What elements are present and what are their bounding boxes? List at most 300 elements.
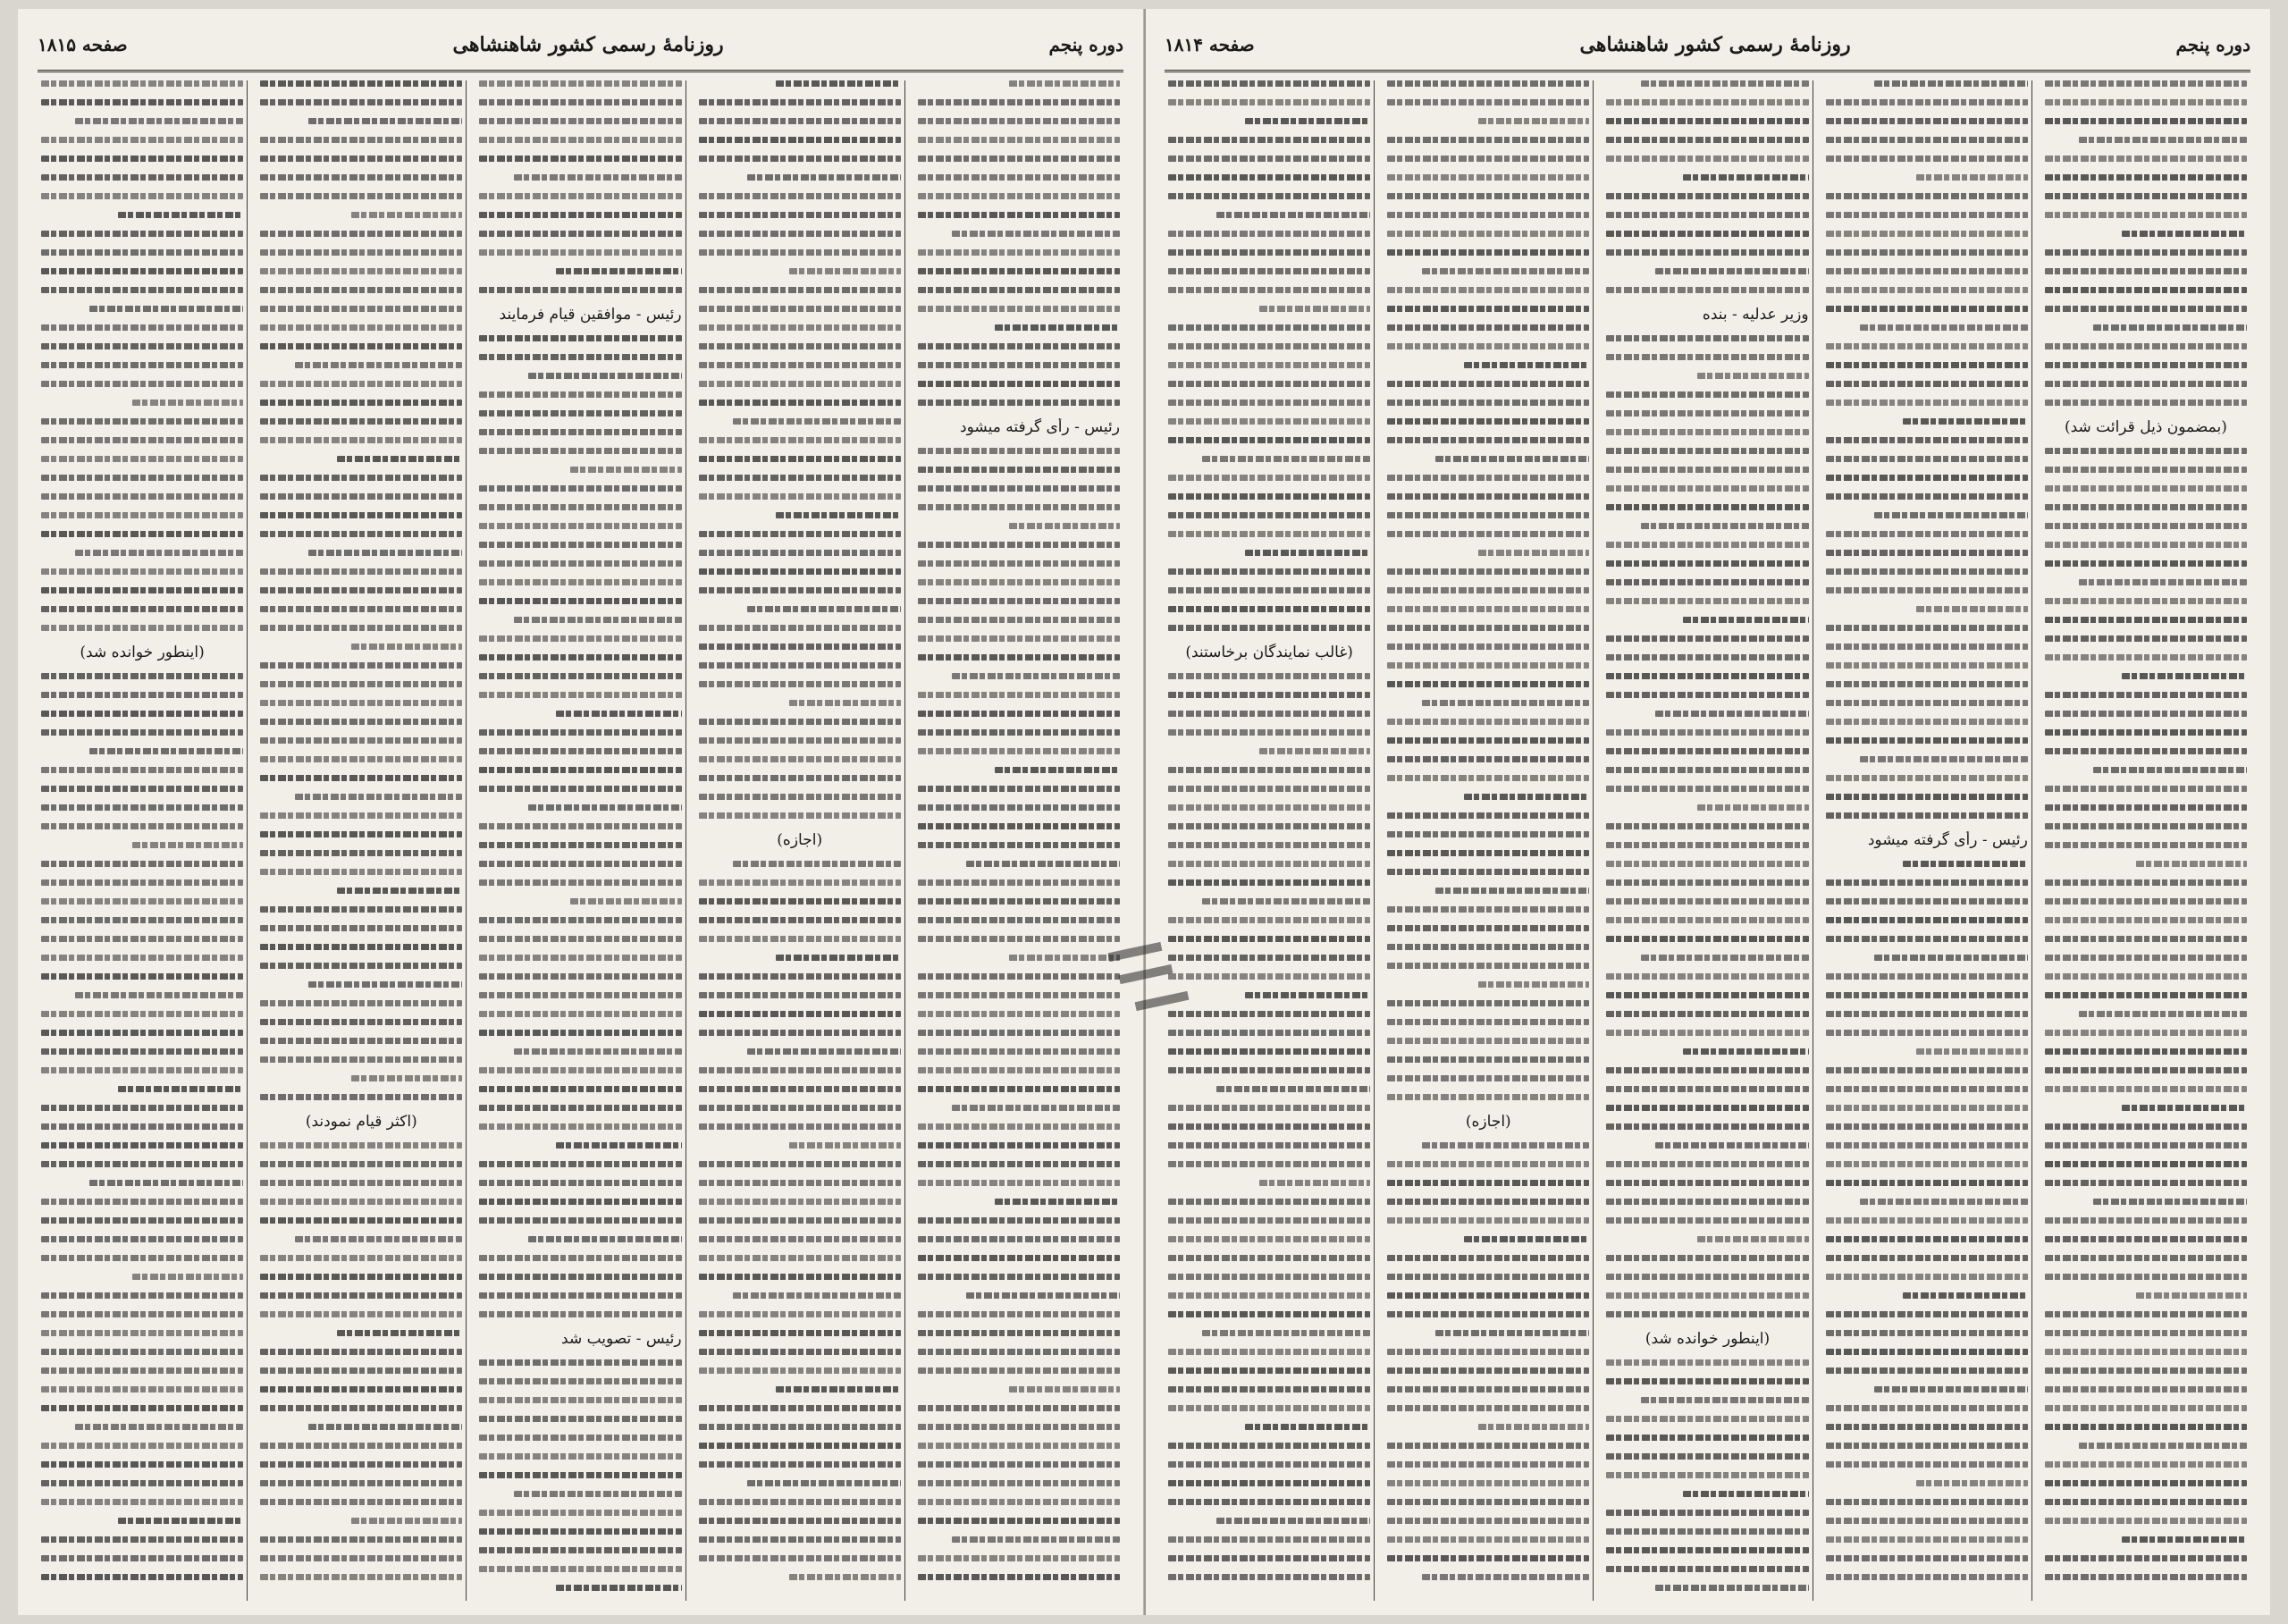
text-line	[41, 1199, 243, 1205]
text-line	[1387, 231, 1589, 237]
text-line	[1168, 268, 1370, 274]
text-line	[479, 1217, 681, 1224]
text-line	[260, 231, 462, 237]
text-line	[776, 80, 901, 87]
text-line	[1168, 936, 1370, 942]
text-line	[260, 343, 462, 349]
text-line	[41, 1461, 243, 1468]
text-line	[479, 1274, 681, 1280]
text-line	[260, 756, 462, 762]
text-line	[699, 681, 901, 687]
text-line	[1606, 410, 1808, 417]
text-line	[1387, 1019, 1589, 1025]
text-line	[1697, 373, 1808, 379]
text-line	[479, 448, 681, 454]
text-line	[1826, 644, 2028, 650]
text-line	[2045, 598, 2247, 604]
text-line	[1826, 1274, 2028, 1280]
text-line	[1606, 485, 1808, 492]
text-line	[1606, 1255, 1808, 1261]
text-line	[918, 156, 1120, 162]
text-line	[1606, 1311, 1808, 1317]
text-line	[41, 418, 243, 425]
text-line	[1387, 193, 1589, 199]
text-line	[699, 1536, 901, 1543]
text-line	[2045, 1180, 2247, 1186]
text-line	[1202, 1330, 1370, 1336]
right-page	[1144, 9, 2270, 1615]
text-line	[2045, 992, 2247, 998]
text-line	[260, 1292, 462, 1299]
text-line	[260, 400, 462, 406]
text-line	[41, 1048, 243, 1055]
text-line	[2045, 1030, 2247, 1036]
text-column	[914, 80, 1123, 1601]
text-line	[918, 617, 1120, 623]
text-line	[1826, 794, 2028, 800]
text-line	[789, 1574, 900, 1580]
text-line	[1387, 568, 1589, 575]
text-line	[1826, 456, 2028, 462]
text-line	[308, 981, 462, 988]
text-line	[1387, 343, 1589, 349]
text-line	[41, 955, 243, 961]
text-line	[479, 193, 681, 199]
text-line	[918, 748, 1120, 754]
text-line	[1826, 936, 2028, 942]
text-line	[1168, 1048, 1370, 1055]
text-line	[918, 729, 1120, 736]
text-line	[1464, 1236, 1589, 1242]
text-line	[260, 850, 462, 856]
text-line	[1826, 1123, 2028, 1130]
text-line	[1435, 456, 1589, 462]
text-columns	[1165, 80, 2250, 1601]
text-line	[995, 1199, 1120, 1205]
text-line	[479, 992, 681, 998]
text-line	[1606, 1086, 1808, 1092]
text-line	[1422, 1574, 1590, 1580]
text-line	[260, 1443, 462, 1449]
text-line	[1826, 1067, 2028, 1073]
text-line	[1826, 1555, 2028, 1561]
text-line	[699, 1086, 901, 1092]
text-line	[1168, 1274, 1370, 1280]
text-line	[41, 625, 243, 631]
text-line	[41, 1386, 243, 1393]
text-line	[1606, 898, 1808, 905]
text-line	[1606, 842, 1808, 848]
text-line	[41, 1555, 243, 1561]
text-line	[1683, 174, 1808, 181]
text-line	[41, 324, 243, 331]
text-line	[1826, 400, 2028, 406]
text-line	[75, 992, 243, 998]
text-line	[699, 99, 901, 105]
text-line	[479, 842, 681, 848]
text-line	[2045, 193, 2247, 199]
text-line	[260, 324, 462, 331]
text-column	[1822, 80, 2032, 1601]
text-line	[1606, 354, 1808, 360]
text-line	[41, 512, 243, 518]
text-line	[2045, 1048, 2247, 1055]
text-line	[41, 1311, 243, 1317]
text-line	[1606, 861, 1808, 867]
text-line	[699, 879, 901, 886]
text-line	[1826, 1161, 2028, 1167]
text-line	[1245, 550, 1370, 556]
text-line	[41, 1405, 243, 1411]
text-line	[260, 737, 462, 744]
page-number: صفحه ۱۸۱۵	[38, 34, 128, 55]
text-line	[260, 1386, 462, 1393]
text-line	[995, 324, 1120, 331]
text-line	[699, 212, 901, 218]
text-line	[1606, 786, 1808, 792]
text-line	[2045, 1349, 2247, 1355]
text-line	[2045, 1067, 2247, 1073]
text-line	[1387, 869, 1589, 875]
text-line	[918, 1067, 1120, 1073]
text-line	[1826, 99, 2028, 105]
text-line	[747, 1048, 901, 1055]
text-line	[918, 992, 1120, 998]
text-line	[260, 812, 462, 819]
text-line	[699, 156, 901, 162]
text-line	[918, 973, 1120, 980]
text-line	[41, 606, 243, 612]
text-column	[695, 80, 905, 1601]
text-line	[1606, 692, 1808, 698]
text-line	[1874, 1386, 2028, 1393]
text-line	[1387, 1274, 1589, 1280]
text-line	[41, 1480, 243, 1486]
text-line	[89, 1180, 243, 1186]
text-line	[1422, 268, 1590, 274]
text-line	[1826, 1499, 2028, 1505]
text-line	[479, 598, 681, 604]
text-line	[1168, 729, 1370, 736]
text-line	[2045, 1255, 2247, 1261]
text-line	[132, 1274, 243, 1280]
text-line	[918, 823, 1120, 829]
text-line	[41, 137, 243, 143]
text-line	[1168, 174, 1370, 181]
text-line	[776, 955, 901, 961]
text-line	[1387, 1255, 1589, 1261]
text-line	[1168, 1367, 1370, 1374]
text-line	[1168, 381, 1370, 387]
text-line	[1826, 1443, 2028, 1449]
text-line	[2079, 137, 2247, 143]
text-line	[1168, 80, 1370, 87]
text-line	[1826, 249, 2028, 256]
text-line	[699, 1180, 901, 1186]
text-line	[1903, 1292, 2028, 1299]
text-line	[699, 1255, 901, 1261]
text-line	[479, 1030, 681, 1036]
text-line	[479, 542, 681, 548]
text-line	[918, 711, 1120, 717]
text-line	[1387, 381, 1589, 387]
text-line	[1168, 512, 1370, 518]
text-line	[918, 1030, 1120, 1036]
text-line	[479, 523, 681, 529]
text-line	[528, 373, 682, 379]
text-line	[2045, 362, 2247, 368]
text-line	[1826, 381, 2028, 387]
text-line	[918, 560, 1120, 567]
page-fold	[1144, 9, 1146, 1615]
text-line	[1168, 193, 1370, 199]
text-line	[1168, 1292, 1370, 1299]
text-line	[918, 898, 1120, 905]
text-line	[1874, 512, 2028, 518]
text-line	[41, 1255, 243, 1261]
text-line	[2045, 343, 2247, 349]
text-line	[479, 1547, 681, 1553]
text-line	[2045, 786, 2247, 792]
text-line	[1916, 1048, 2027, 1055]
text-line	[2045, 400, 2247, 406]
text-line	[699, 550, 901, 556]
text-line	[918, 542, 1120, 548]
text-line	[1826, 917, 2028, 923]
text-line	[918, 1555, 1120, 1561]
text-line	[699, 1443, 901, 1449]
text-line	[2045, 1574, 2247, 1580]
text-line	[1606, 1067, 1808, 1073]
text-line	[918, 1180, 1120, 1186]
text-line	[1903, 861, 2028, 867]
text-line	[41, 1292, 243, 1299]
text-line	[1387, 212, 1589, 218]
text-line	[89, 748, 243, 754]
text-line	[41, 493, 243, 500]
text-line	[733, 1292, 901, 1299]
text-line	[1168, 1123, 1370, 1130]
text-line	[699, 1311, 901, 1317]
text-line	[2079, 1443, 2247, 1449]
text-line	[2045, 1217, 2247, 1224]
text-line	[699, 324, 901, 331]
text-line	[1826, 343, 2028, 349]
text-line	[1202, 456, 1370, 462]
text-line	[479, 231, 681, 237]
text-line	[260, 662, 462, 669]
text-line	[1387, 662, 1589, 669]
text-line	[41, 1330, 243, 1336]
text-line	[2045, 174, 2247, 181]
text-line	[1168, 1011, 1370, 1017]
text-line	[1387, 1180, 1589, 1186]
text-line	[1387, 587, 1589, 593]
text-line	[1387, 775, 1589, 781]
text-line	[2045, 448, 2247, 454]
text-line	[1168, 137, 1370, 143]
text-line	[1387, 156, 1589, 162]
text-line	[41, 362, 243, 368]
text-line	[1641, 955, 1809, 961]
text-line	[2079, 579, 2247, 585]
text-line	[918, 504, 1120, 510]
text-line	[479, 823, 681, 829]
text-line	[260, 137, 462, 143]
text-line	[1387, 1555, 1589, 1561]
text-line	[918, 137, 1120, 143]
text-line	[1259, 1180, 1370, 1186]
text-line	[1606, 118, 1808, 124]
text-line	[260, 1536, 462, 1543]
text-line	[1826, 531, 2028, 537]
text-line	[1916, 1480, 2027, 1486]
text-line	[1826, 1255, 2028, 1261]
text-line	[699, 437, 901, 443]
text-line	[260, 156, 462, 162]
text-line	[1387, 831, 1589, 837]
text-line	[479, 80, 681, 87]
text-line	[1826, 662, 2028, 669]
text-line	[479, 1435, 681, 1441]
text-line	[1387, 1499, 1589, 1505]
text-line	[1826, 1011, 2028, 1017]
text-line	[2045, 1518, 2247, 1524]
text-line	[260, 193, 462, 199]
text-line	[41, 1443, 243, 1449]
text-line	[918, 579, 1120, 585]
text-line	[1422, 700, 1590, 706]
body-text-snippet: رئیس - موافقین قیام فرمایند	[499, 306, 682, 324]
body-text-snippet: (اجازه)	[1465, 1113, 1511, 1131]
text-line	[952, 1105, 1120, 1111]
text-line	[118, 1518, 243, 1524]
text-line	[41, 767, 243, 773]
text-line	[918, 1142, 1120, 1149]
text-line	[1168, 625, 1370, 631]
text-line	[699, 193, 901, 199]
text-line	[41, 1123, 243, 1130]
text-column	[1602, 80, 1813, 1601]
text-line	[260, 625, 462, 631]
text-line	[1387, 812, 1589, 819]
text-line	[1168, 692, 1370, 698]
text-line	[1826, 1180, 2028, 1186]
text-line	[1245, 118, 1370, 124]
text-line	[1641, 523, 1809, 529]
text-line	[41, 729, 243, 736]
text-line	[2045, 80, 2247, 87]
text-line	[918, 1048, 1120, 1055]
text-line	[2045, 1386, 2247, 1393]
text-line	[1387, 1161, 1589, 1167]
text-line	[2045, 1161, 2247, 1167]
text-line	[2045, 1236, 2247, 1242]
text-line	[1697, 1236, 1808, 1242]
text-line	[1464, 362, 1589, 368]
text-line	[1826, 1574, 2028, 1580]
text-line	[1826, 879, 2028, 886]
text-line	[699, 1461, 901, 1468]
text-line	[260, 700, 462, 706]
text-line	[260, 1038, 462, 1044]
text-line	[479, 635, 681, 642]
text-line	[2093, 324, 2247, 331]
text-line	[789, 1142, 900, 1149]
text-line	[479, 1199, 681, 1205]
text-line	[514, 1491, 682, 1497]
text-line	[1422, 1142, 1590, 1149]
text-line	[699, 1349, 901, 1355]
text-line	[699, 137, 901, 143]
text-line	[1168, 287, 1370, 293]
text-line	[2045, 1142, 2247, 1149]
text-line	[1168, 879, 1370, 886]
text-line	[1387, 906, 1589, 913]
text-line	[2045, 1274, 2247, 1280]
text-line	[1826, 1142, 2028, 1149]
text-line	[2045, 917, 2247, 923]
text-line	[1387, 324, 1589, 331]
text-line	[1606, 448, 1808, 454]
text-line	[1478, 981, 1589, 988]
text-line	[1387, 475, 1589, 481]
text-line	[479, 99, 681, 105]
text-line	[479, 1086, 681, 1092]
text-line	[2093, 1199, 2247, 1205]
text-line	[2045, 635, 2247, 642]
text-line	[479, 335, 681, 341]
text-line	[1606, 335, 1808, 341]
text-line	[747, 1480, 901, 1486]
text-line	[2045, 306, 2247, 312]
text-line	[918, 1499, 1120, 1505]
text-line	[918, 786, 1120, 792]
text-line	[918, 1480, 1120, 1486]
text-line	[2045, 560, 2247, 567]
text-line	[699, 1123, 901, 1130]
text-line	[918, 1255, 1120, 1261]
text-line	[1168, 823, 1370, 829]
text-line	[1903, 418, 2028, 425]
page-header	[38, 20, 1123, 72]
text-line	[260, 1142, 462, 1149]
text-line	[1168, 568, 1370, 575]
text-line	[2045, 936, 2247, 942]
text-line	[41, 80, 243, 87]
text-line	[699, 1236, 901, 1242]
text-line	[918, 1443, 1120, 1449]
text-line	[699, 644, 901, 650]
text-line	[1168, 861, 1370, 867]
text-line	[260, 174, 462, 181]
text-line	[1683, 1048, 1808, 1055]
text-line	[260, 1019, 462, 1025]
text-line	[2045, 542, 2247, 548]
text-line	[699, 362, 901, 368]
text-line	[1387, 644, 1589, 650]
text-line	[1387, 1038, 1589, 1044]
text-line	[1606, 429, 1808, 435]
text-line	[918, 381, 1120, 387]
text-line	[1387, 963, 1589, 969]
text-line	[1168, 343, 1370, 349]
text-line	[918, 287, 1120, 293]
text-line	[699, 531, 901, 537]
text-line	[2045, 692, 2247, 698]
body-text-snippet: رئیس - تصویب شد	[561, 1330, 682, 1348]
text-line	[2045, 1086, 2247, 1092]
